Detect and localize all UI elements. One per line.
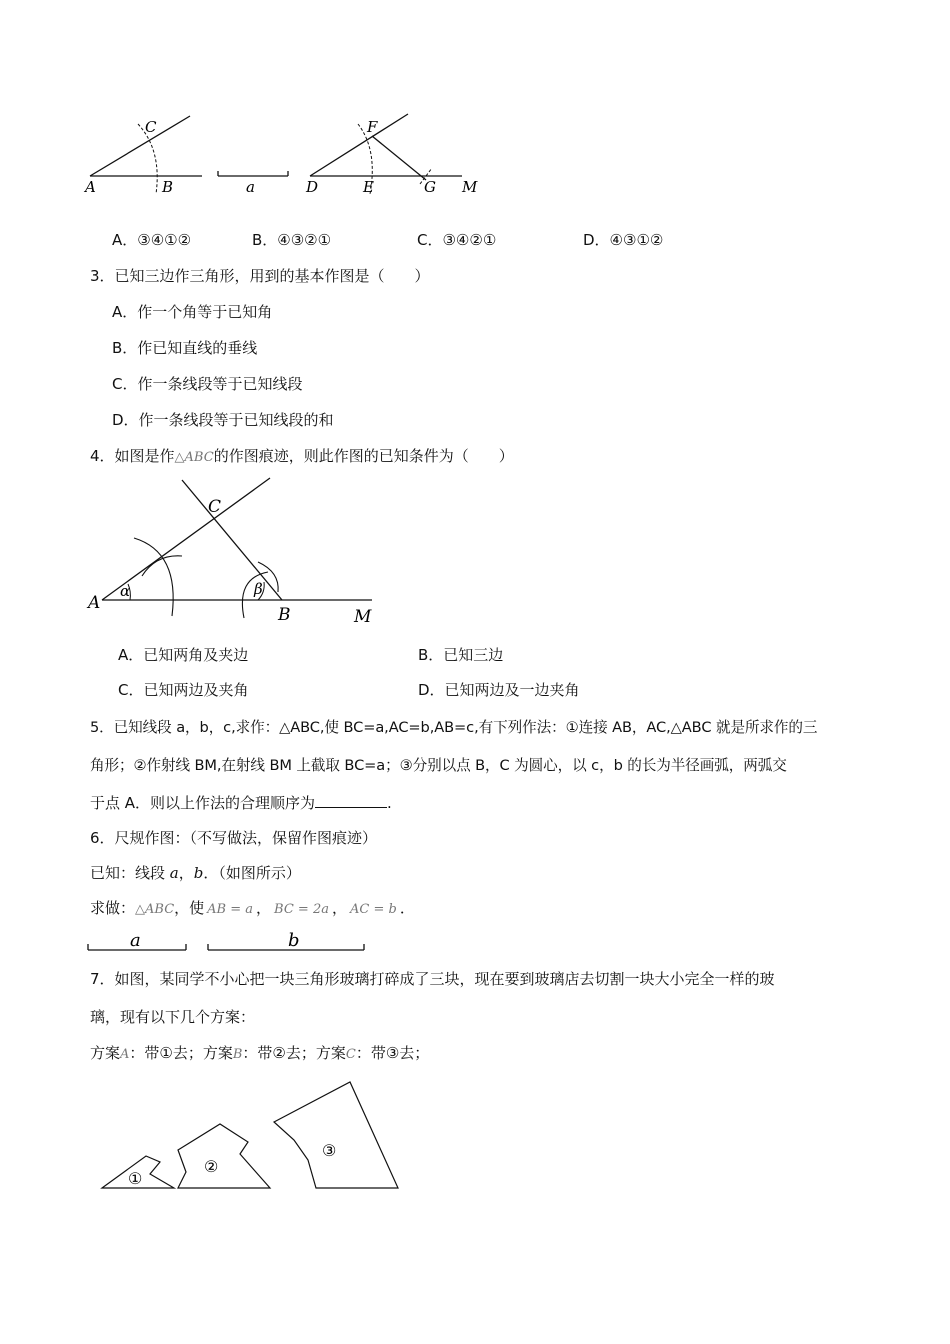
q6-triangle: △ABC	[135, 902, 175, 917]
q6-comma-1: ，使	[174, 899, 205, 917]
q4-stem-post: 的作图痕迹，则此作图的已知条件为（ ）	[213, 447, 514, 465]
q5-line-3-post: .	[387, 794, 392, 812]
q6-var-b: b	[193, 864, 204, 882]
label-A2: A	[88, 593, 101, 613]
q6-cond-2: BC = 2a	[274, 902, 329, 917]
q5-line-3-pre: 于点 A．则以上作法的合理顺序为	[90, 794, 316, 812]
label-M1: M	[462, 178, 478, 196]
label-seg-a: a	[130, 930, 141, 951]
piece-1-label: ①	[128, 1169, 143, 1188]
label-C1: C	[145, 118, 157, 136]
q6-line-2	[90, 862, 301, 883]
q6-period: ．	[399, 899, 415, 917]
q4-option-a: A．已知两角及夹边	[118, 646, 249, 664]
q6-sep: ，	[178, 864, 194, 882]
q4-option-d: D．已知两边及一边夹角	[418, 681, 580, 699]
q6-cond-1: AB = a	[207, 902, 254, 917]
q2-option-d: D．④③①②	[583, 231, 664, 249]
figure-segments-ab	[84, 926, 374, 956]
label-D: D	[306, 178, 319, 196]
piece-3-label: ③	[322, 1141, 337, 1160]
q4-stem-pre: 4．如图是作	[90, 447, 175, 465]
label-B2: B	[278, 605, 291, 625]
q2-option-c: C．③④②①	[417, 231, 497, 249]
q5-answer-blank	[315, 793, 387, 808]
q2-option-b: B．④③②①	[252, 231, 332, 249]
label-B1: B	[162, 178, 174, 196]
q6-given-pre: 已知：线段	[90, 864, 170, 882]
q7-line-2: 璃，现有以下几个方案：	[90, 1008, 256, 1026]
q6-comma-3: ，	[331, 899, 347, 917]
q5-line-3	[90, 792, 392, 813]
label-G: G	[424, 178, 436, 196]
piece-2-label: ②	[204, 1157, 219, 1176]
q7-plan-b: B	[232, 1047, 243, 1062]
q7-plan-a: A	[120, 1047, 130, 1062]
q3-option-d: D．作一条线段等于已知线段的和	[112, 411, 334, 429]
figure-triangle-asa	[82, 472, 382, 632]
q4-option-b: B．已知三边	[418, 646, 504, 664]
q7-line-3	[90, 1042, 429, 1063]
q6-cond-3: AC = b	[349, 902, 397, 917]
q3-stem: 3．已知三边作三角形，用到的基本作图是（ ）	[90, 267, 430, 285]
figure-angle-construction	[80, 110, 500, 210]
label-alpha: α	[120, 582, 131, 600]
q3-option-c: C．作一条线段等于已知线段	[112, 375, 303, 393]
q5-line-2: 角形；②作射线 BM,在射线 BM 上截取 BC=a；③分别以点 B，C 为圆心，以 c，b 的长为半径画弧，两弧交	[90, 757, 787, 774]
label-beta: β	[254, 580, 263, 598]
q6-comma-2: ，	[256, 899, 272, 917]
q4-option-c: C．已知两边及夹角	[118, 681, 249, 699]
q7-plan-b-post: ：带②去；方案	[242, 1044, 346, 1062]
label-E: E	[363, 178, 374, 196]
q2-option-a: A．③④①②	[112, 231, 192, 249]
label-a-seg: a	[246, 178, 255, 196]
label-M2: M	[354, 607, 372, 627]
q3-option-b: B．作已知直线的垂线	[112, 339, 258, 357]
q7-plan-c-post: ：带③去；	[355, 1044, 430, 1062]
q7-plan-pre: 方案	[90, 1044, 121, 1062]
q7-plan-a-post: ：带①去；方案	[129, 1044, 233, 1062]
label-A1: A	[85, 178, 96, 196]
q4-stem-triangle: △ABC	[174, 450, 214, 465]
q3-option-a: A．作一个角等于已知角	[112, 303, 273, 321]
q6-require-pre: 求做：	[90, 899, 136, 917]
label-F: F	[367, 118, 378, 136]
q6-var-a: a	[169, 864, 179, 882]
q7-line-1: 7．如图，某同学不小心把一块三角形玻璃打碎成了三块，现在要到玻璃店去切割一块大小完全一样的玻	[90, 970, 775, 988]
q6-given-post: ．（如图所示）	[203, 864, 301, 882]
q5-line-1: 5．已知线段 a，b，c,求作：△ABC,使 BC=a,AC=b,AB=c,有下列作法：①连接 AB，AC,△ABC 就是所求作的三	[90, 719, 818, 736]
q7-plan-c: C	[345, 1047, 356, 1062]
label-seg-b: b	[288, 930, 300, 951]
q6-line-1: 6．尺规作图：（不写做法，保留作图痕迹）	[90, 829, 378, 847]
q6-line-3	[90, 897, 415, 918]
label-C2: C	[208, 497, 222, 517]
q4-stem	[90, 445, 514, 466]
figure-glass-pieces	[98, 1078, 408, 1198]
